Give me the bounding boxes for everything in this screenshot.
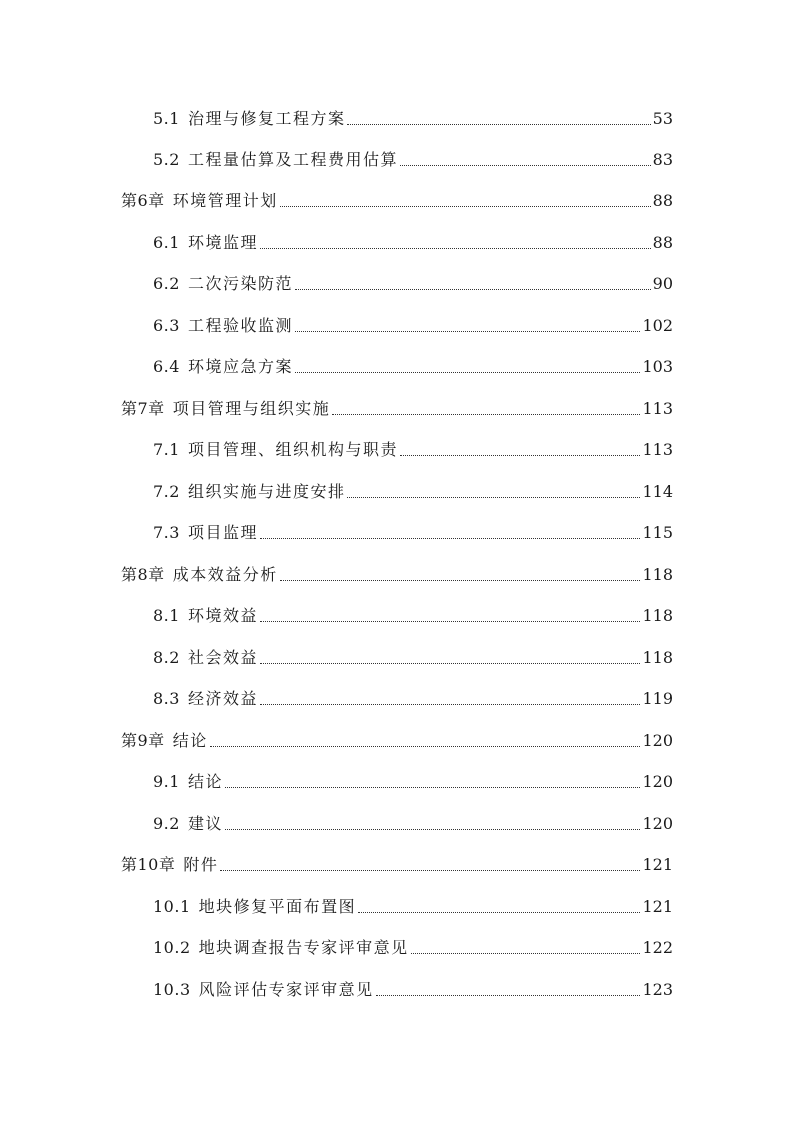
toc-leader-dots	[260, 621, 640, 622]
toc-entry-label	[121, 562, 278, 588]
toc-entry-label	[153, 271, 293, 297]
toc-leader-dots	[400, 455, 640, 456]
toc-entry-title: 工程验收监测	[187, 316, 293, 335]
toc-entry-page: 53	[652, 109, 673, 128]
toc-entry[interactable]	[153, 479, 673, 505]
toc-entry-title: 环境应急方案	[187, 357, 293, 376]
toc-entry-page: 122	[642, 938, 673, 957]
toc-entry-page: 115	[642, 523, 673, 542]
toc-entry-number: 第6章	[121, 191, 165, 210]
toc-entry-number: 第10章	[121, 855, 176, 874]
toc-entry-page: 114	[642, 482, 673, 501]
toc-entry[interactable]	[153, 603, 673, 629]
toc-entry-label	[153, 769, 223, 795]
toc-entry[interactable]	[153, 147, 673, 173]
toc-entry-page: 83	[652, 150, 673, 169]
toc-entry-number: 第8章	[121, 565, 165, 584]
toc-entry-page: 120	[642, 772, 673, 791]
toc-entry-title: 地块调查报告专家评审意见	[198, 938, 409, 957]
toc-entry-title: 项目监理	[187, 523, 258, 542]
toc-entry-page: 88	[652, 191, 673, 210]
toc-entry-number: 10.2	[153, 938, 191, 957]
toc-entry-title: 环境监理	[187, 233, 258, 252]
toc-entry[interactable]	[153, 230, 673, 256]
toc-entry-number: 10.3	[153, 980, 191, 999]
toc-entry-label	[153, 147, 398, 173]
toc-leader-dots	[260, 704, 640, 705]
toc-entry-number: 第7章	[121, 399, 165, 418]
toc-leader-dots	[210, 746, 641, 747]
toc-entry-label	[153, 520, 258, 546]
toc-entry-page: 118	[642, 565, 673, 584]
toc-entry-label	[153, 811, 223, 837]
toc-entry-label	[153, 106, 345, 132]
toc-entry-title: 工程量估算及工程费用估算	[187, 150, 398, 169]
toc-entry-number: 5.1	[153, 109, 180, 128]
toc-leader-dots	[225, 787, 640, 788]
toc-entry-title: 地块修复平面布置图	[198, 897, 357, 916]
toc-entry-page: 120	[642, 814, 673, 833]
toc-entry[interactable]	[153, 894, 673, 920]
toc-entry-page: 103	[642, 357, 673, 376]
toc-leader-dots	[411, 953, 641, 954]
toc-entry-page: 120	[642, 731, 673, 750]
toc-entry[interactable]	[153, 271, 673, 297]
toc-entry-number: 6.1	[153, 233, 180, 252]
toc-entry[interactable]	[153, 935, 673, 961]
toc-entry[interactable]	[153, 520, 673, 546]
toc-entry-label	[153, 935, 409, 961]
toc-entry[interactable]	[153, 811, 673, 837]
toc-entry-title: 结论	[187, 772, 223, 791]
toc-leader-dots	[358, 912, 640, 913]
toc-entry-number: 7.2	[153, 482, 180, 501]
toc-entry-title: 建议	[187, 814, 223, 833]
toc-leader-dots	[400, 165, 651, 166]
toc-entry-page: 113	[642, 440, 673, 459]
toc-entry-page: 102	[642, 316, 673, 335]
toc-entry-number: 5.2	[153, 150, 180, 169]
toc-entry-number: 8.2	[153, 648, 180, 667]
toc-entry-page: 121	[642, 897, 673, 916]
toc-entry-page: 90	[652, 274, 673, 293]
toc-entry-label	[153, 645, 258, 671]
toc-entry-chapter[interactable]	[121, 728, 673, 754]
toc-entry-label	[121, 852, 218, 878]
toc-entry-title: 项目管理、组织机构与职责	[187, 440, 398, 459]
toc-entry-chapter[interactable]	[121, 852, 673, 878]
toc-entry[interactable]	[153, 769, 673, 795]
toc-entry-title: 治理与修复工程方案	[187, 109, 346, 128]
toc-entry-chapter[interactable]	[121, 396, 673, 422]
toc-entry-number: 7.1	[153, 440, 180, 459]
toc-entry-number: 6.2	[153, 274, 180, 293]
toc-entry-title: 经济效益	[187, 689, 258, 708]
toc-entry-number: 7.3	[153, 523, 180, 542]
toc-entry-number: 8.3	[153, 689, 180, 708]
toc-leader-dots	[347, 124, 650, 125]
toc-entry-page: 118	[642, 648, 673, 667]
toc-entry-title: 组织实施与进度安排	[187, 482, 346, 501]
toc-leader-dots	[295, 372, 640, 373]
toc-entry-label	[153, 894, 356, 920]
toc-entry-number: 10.1	[153, 897, 191, 916]
toc-entry-label	[153, 479, 345, 505]
toc-entry-page: 113	[642, 399, 673, 418]
toc-leader-dots	[280, 580, 641, 581]
toc-entry-chapter[interactable]	[121, 188, 673, 214]
toc-entry-number: 8.1	[153, 606, 180, 625]
toc-entry-page: 88	[652, 233, 673, 252]
toc-entry-number: 6.3	[153, 316, 180, 335]
toc-entry[interactable]	[153, 354, 673, 380]
toc-entry-title: 结论	[172, 731, 208, 750]
toc-entry-label	[121, 728, 208, 754]
toc-entry[interactable]	[153, 977, 673, 1003]
toc-entry-title: 成本效益分析	[172, 565, 278, 584]
toc-entry-title: 环境效益	[187, 606, 258, 625]
toc-leader-dots	[347, 497, 640, 498]
toc-leader-dots	[260, 663, 640, 664]
toc-entry-label	[121, 396, 330, 422]
toc-entry-label	[153, 437, 398, 463]
toc-entry[interactable]	[153, 645, 673, 671]
toc-leader-dots	[220, 870, 640, 871]
toc-entry-label	[153, 603, 258, 629]
toc-entry-label	[153, 686, 258, 712]
toc-leader-dots	[260, 538, 640, 539]
toc-entry-page: 118	[642, 606, 673, 625]
toc-entry-page: 119	[642, 689, 673, 708]
toc-entry-label	[153, 313, 293, 339]
toc-entry-number: 6.4	[153, 357, 180, 376]
toc-entry[interactable]	[153, 106, 673, 132]
toc-entry-title: 社会效益	[187, 648, 258, 667]
toc-entry[interactable]	[153, 437, 673, 463]
toc-entry-label	[121, 188, 278, 214]
toc-leader-dots	[295, 289, 651, 290]
toc-entry-title: 风险评估专家评审意见	[198, 980, 374, 999]
toc-leader-dots	[376, 995, 641, 996]
toc-entry-page: 121	[642, 855, 673, 874]
toc-entry-chapter[interactable]	[121, 562, 673, 588]
toc-entry-label	[153, 977, 374, 1003]
toc-entry-number: 9.2	[153, 814, 180, 833]
toc-entry-title: 二次污染防范	[187, 274, 293, 293]
toc-entry-title: 环境管理计划	[172, 191, 278, 210]
toc-entry[interactable]	[153, 686, 673, 712]
toc-entry-number: 第9章	[121, 731, 165, 750]
toc-entry-title: 附件	[183, 855, 219, 874]
toc-leader-dots	[280, 206, 651, 207]
toc-leader-dots	[295, 331, 640, 332]
toc-leader-dots	[332, 414, 640, 415]
toc-entry-page: 123	[642, 980, 673, 999]
toc-leader-dots	[260, 248, 651, 249]
toc-leader-dots	[225, 829, 640, 830]
toc-entry-label	[153, 354, 293, 380]
toc-entry-number: 9.1	[153, 772, 180, 791]
toc-entry-label	[153, 230, 258, 256]
toc-entry[interactable]	[153, 313, 673, 339]
toc-entry-title: 项目管理与组织实施	[172, 399, 331, 418]
